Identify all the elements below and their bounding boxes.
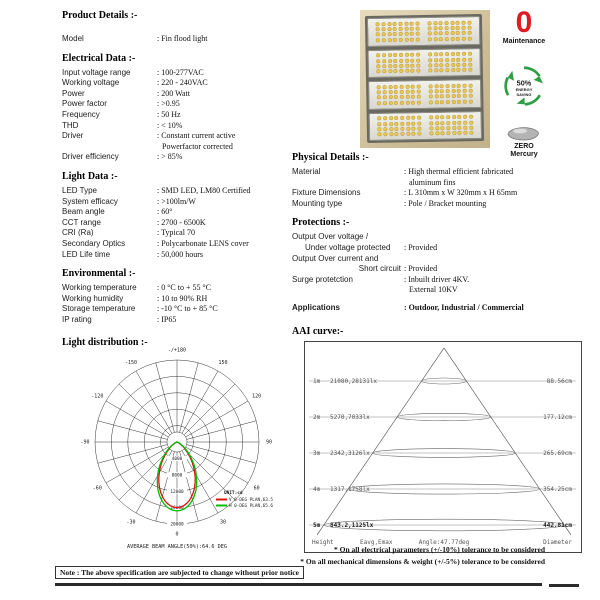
svg-text:1m: 1m bbox=[313, 377, 321, 385]
spec-value: : 2700 - 6500K bbox=[157, 217, 206, 227]
spec-value: Powerfactor corrected bbox=[162, 141, 233, 151]
svg-text:2m: 2m bbox=[313, 413, 321, 421]
svg-text:177.12cm: 177.12cm bbox=[543, 413, 572, 421]
spec-label: Output Over voltage / bbox=[292, 232, 369, 242]
note-box: Note : The above specification are subjected to change without prior notice bbox=[55, 566, 304, 579]
zero-mercury-line1: ZERO bbox=[514, 143, 534, 150]
spec-label: Material bbox=[292, 167, 321, 176]
spec-value: : 100-277VAC bbox=[157, 67, 204, 77]
svg-text:Eavg,Emax: Eavg,Emax bbox=[360, 538, 393, 546]
spec-row bbox=[62, 304, 294, 315]
spec-label bbox=[292, 285, 404, 296]
spec-row bbox=[292, 264, 588, 275]
led-grid bbox=[376, 21, 420, 42]
spec-value: : Provided bbox=[404, 264, 438, 274]
svg-text:21080,28131lx: 21080,28131lx bbox=[330, 377, 377, 385]
spec-row bbox=[62, 152, 294, 163]
spec-value: : Inbuilt driver 4KV. bbox=[404, 274, 470, 284]
led-grid bbox=[427, 20, 471, 41]
spec-row bbox=[62, 131, 294, 142]
svg-text:-/+180: -/+180 bbox=[167, 348, 187, 355]
svg-text:2342,3126lx: 2342,3126lx bbox=[330, 449, 370, 457]
spec-row bbox=[292, 285, 588, 296]
svg-text:354.25cm: 354.25cm bbox=[543, 485, 572, 493]
spec-value: External 10KV bbox=[409, 285, 458, 295]
spec-label: Fixture Dimensions bbox=[292, 188, 361, 198]
spec-value: : 10 to 90% RH bbox=[157, 293, 208, 303]
spec-value: : 50 Hz bbox=[157, 109, 181, 119]
spec-label: Beam angle bbox=[62, 207, 105, 217]
spec-value: : 0 °C to + 55 °C bbox=[157, 283, 212, 293]
svg-text:88.56cm: 88.56cm bbox=[546, 377, 572, 385]
svg-text:AVERAGE BEAM ANGLE(50%):64.6 D: AVERAGE BEAM ANGLE(50%):64.6 DEG bbox=[127, 544, 227, 551]
spec-value: : Provided bbox=[404, 242, 438, 252]
spec-row bbox=[292, 232, 588, 243]
protections-heading: Protections :- bbox=[292, 217, 350, 229]
spec-label: Surge protetction bbox=[292, 274, 353, 284]
spec-value: : SMD LED, LM80 Certified bbox=[157, 185, 251, 195]
spec-label: Working temperature bbox=[62, 283, 137, 293]
svg-text:H 0-DEG PLAN,65.6: H 0-DEG PLAN,65.6 bbox=[229, 504, 273, 510]
footnote-mechanical: * On all mechanical dimensions & weight (+/-5%) tolerance to be considered bbox=[300, 557, 545, 566]
svg-text:30: 30 bbox=[219, 519, 227, 526]
zero-maintenance-number: 0 bbox=[515, 6, 533, 39]
svg-text:90: 90 bbox=[265, 440, 273, 447]
spec-row bbox=[292, 167, 588, 178]
bottom-rule bbox=[55, 583, 542, 586]
electrical-data-rows bbox=[62, 68, 294, 163]
spec-row bbox=[62, 68, 294, 79]
light-distribution-polar-chart bbox=[64, 348, 290, 552]
svg-text:843.2,1125lx: 843.2,1125lx bbox=[330, 521, 374, 529]
spec-label: CCT range bbox=[62, 217, 101, 227]
svg-text:265.69cm: 265.69cm bbox=[543, 449, 572, 457]
svg-text:442.81cm: 442.81cm bbox=[543, 521, 572, 529]
spec-label: LED Type bbox=[62, 185, 97, 195]
model-label: Model bbox=[62, 34, 84, 43]
led-module bbox=[367, 16, 480, 46]
svg-text:120: 120 bbox=[252, 394, 262, 401]
svg-text:-150: -150 bbox=[124, 360, 138, 367]
spec-value: : 220 - 240VAC bbox=[157, 78, 208, 88]
spec-value: : High thermal efficient fabricated bbox=[404, 167, 514, 176]
product-details-heading: Product Details :- bbox=[62, 10, 138, 21]
model-row bbox=[62, 34, 294, 45]
svg-text:1317,1758lx: 1317,1758lx bbox=[330, 485, 370, 493]
svg-text:V 0-DEG PLAN,63.5: V 0-DEG PLAN,63.5 bbox=[229, 498, 273, 504]
spec-row bbox=[292, 188, 588, 199]
feature-badges bbox=[492, 8, 556, 159]
led-grid bbox=[429, 115, 473, 136]
energy-saving-pct: 50% bbox=[516, 78, 532, 88]
spec-row bbox=[62, 228, 294, 239]
recycle-arrows-icon bbox=[501, 63, 547, 109]
svg-text:4m: 4m bbox=[313, 485, 321, 493]
spec-label: Power bbox=[62, 88, 85, 98]
spec-row bbox=[62, 121, 294, 132]
zero-maintenance-label: Maintenance bbox=[502, 38, 546, 45]
applications-row bbox=[292, 303, 588, 314]
spec-row bbox=[292, 243, 588, 254]
bottom-rule-end bbox=[549, 584, 579, 587]
spec-value: : Polycarbonate LENS cover bbox=[157, 238, 249, 248]
spec-label: Secondary Optics bbox=[62, 238, 126, 248]
light-data-rows bbox=[62, 186, 294, 260]
svg-text:5270,7033lx: 5270,7033lx bbox=[330, 413, 370, 421]
spec-value: : >100lm/W bbox=[157, 196, 196, 206]
led-grid bbox=[377, 84, 421, 105]
spec-label: THD bbox=[62, 120, 79, 130]
svg-text:Height: Height bbox=[312, 538, 334, 546]
applications-value: : Outdoor, Industrial / Commercial bbox=[404, 302, 524, 312]
applications-label: Applications bbox=[292, 302, 341, 312]
spec-label: CRI (Ra) bbox=[62, 228, 94, 238]
led-grid bbox=[376, 53, 420, 74]
protections-rows bbox=[292, 232, 588, 296]
spec-label: IP rating bbox=[62, 314, 92, 324]
svg-text:0: 0 bbox=[175, 532, 179, 539]
spec-row bbox=[62, 218, 294, 229]
led-module bbox=[369, 111, 482, 141]
spec-row bbox=[62, 283, 294, 294]
spec-value: : -10 °C to + 85 °C bbox=[157, 304, 218, 314]
led-modules-stack bbox=[365, 14, 484, 143]
led-grid bbox=[377, 116, 421, 137]
spec-value: aluminum fins bbox=[409, 177, 456, 187]
spec-label: Driver bbox=[62, 131, 84, 141]
spec-row bbox=[62, 110, 294, 121]
svg-text:8000: 8000 bbox=[171, 473, 183, 479]
spec-value: : < 10% bbox=[157, 120, 183, 130]
svg-text:5m: 5m bbox=[313, 521, 321, 529]
spec-label: LED Life time bbox=[62, 249, 111, 259]
physical-details-heading: Physical Details :- bbox=[292, 152, 369, 163]
spec-row bbox=[62, 142, 294, 153]
light-data-heading: Light Data :- bbox=[62, 170, 118, 182]
light-distribution-heading: Light distribution :- bbox=[62, 337, 148, 349]
spec-label: Short circuit bbox=[358, 264, 401, 274]
spec-value: : 60° bbox=[157, 207, 173, 217]
zero-mercury-line2: Mercury bbox=[510, 151, 538, 158]
spec-value: : >0.95 bbox=[157, 99, 180, 109]
spec-row bbox=[292, 178, 588, 189]
right-column bbox=[292, 152, 588, 553]
environmental-heading: Environmental :- bbox=[62, 268, 136, 280]
svg-text:-90: -90 bbox=[80, 440, 90, 447]
spec-value: : 50,000 hours bbox=[157, 249, 203, 259]
left-column bbox=[62, 10, 294, 552]
svg-text:20000: 20000 bbox=[170, 523, 184, 529]
spec-value: : L 310mm x W 320mm x H 65mm bbox=[404, 188, 518, 198]
led-module bbox=[367, 48, 480, 78]
spec-row bbox=[292, 199, 588, 210]
spec-row bbox=[62, 294, 294, 305]
spec-row bbox=[62, 250, 294, 261]
product-photo bbox=[360, 10, 490, 148]
spec-label: Power factor bbox=[62, 99, 107, 109]
spec-row bbox=[292, 275, 588, 286]
led-module bbox=[368, 79, 481, 109]
aai-curve-heading: AAI curve:- bbox=[292, 325, 344, 337]
svg-text:3m: 3m bbox=[313, 449, 321, 457]
svg-text:60: 60 bbox=[253, 486, 260, 493]
electrical-data-heading: Electrical Data :- bbox=[62, 52, 136, 64]
spec-label: Under voltage protected bbox=[305, 242, 391, 252]
spec-label: Storage temperature bbox=[62, 304, 136, 314]
svg-text:4000: 4000 bbox=[171, 457, 183, 463]
spec-value: : 200 Watt bbox=[157, 88, 190, 98]
spec-row bbox=[292, 254, 588, 265]
footnote-electrical: * On all electrical parameters (+/-10%) tolerance to be considered bbox=[334, 545, 545, 554]
spec-label: Driver efficiency bbox=[62, 152, 119, 162]
energy-saving-line1: ENERGY bbox=[515, 87, 533, 93]
spec-label: System efficacy bbox=[62, 196, 118, 206]
environmental-rows bbox=[62, 283, 294, 325]
spec-label: Input voltage range bbox=[62, 67, 131, 77]
spec-value: : > 85% bbox=[157, 152, 183, 162]
spec-label bbox=[62, 142, 157, 153]
spec-row bbox=[62, 207, 294, 218]
physical-details-rows bbox=[292, 167, 588, 209]
spec-row bbox=[62, 99, 294, 110]
svg-text:-60: -60 bbox=[92, 486, 102, 493]
energy-saving-line2: SAVING bbox=[516, 91, 532, 97]
model-value: : Fin flood light bbox=[157, 34, 208, 43]
spec-value: : Typical 70 bbox=[157, 228, 195, 238]
led-grid bbox=[428, 83, 472, 104]
svg-text:Diameter: Diameter bbox=[543, 538, 572, 546]
aai-cone-chart bbox=[304, 341, 582, 553]
svg-text:-120: -120 bbox=[91, 394, 104, 401]
zero-maintenance-badge bbox=[503, 8, 545, 45]
energy-saving-badge bbox=[501, 63, 547, 109]
led-grid bbox=[428, 52, 472, 73]
spec-label: Working humidity bbox=[62, 293, 124, 303]
spec-value: : Constant current active bbox=[157, 131, 236, 141]
spec-row bbox=[62, 89, 294, 100]
spec-label: Mounting type bbox=[292, 198, 343, 208]
svg-text:Angle:47.77deg: Angle:47.77deg bbox=[418, 538, 470, 546]
spec-value: : Pole / Bracket mounting bbox=[404, 198, 487, 208]
spec-row bbox=[62, 186, 294, 197]
svg-text:-30: -30 bbox=[126, 519, 136, 526]
spec-row bbox=[62, 239, 294, 250]
spec-row bbox=[62, 315, 294, 326]
spec-value: : IP65 bbox=[157, 314, 177, 324]
spec-row bbox=[62, 78, 294, 89]
svg-text:UNIT:cd: UNIT:cd bbox=[224, 491, 243, 497]
svg-text:16000: 16000 bbox=[170, 506, 184, 512]
svg-text:12000: 12000 bbox=[170, 490, 184, 496]
svg-text:150: 150 bbox=[218, 360, 228, 367]
spec-label bbox=[292, 178, 404, 189]
mercury-drop-icon bbox=[504, 123, 544, 143]
spec-row bbox=[62, 197, 294, 208]
spec-label: Frequency bbox=[62, 109, 100, 119]
spec-label: Output Over current and bbox=[292, 253, 379, 263]
spec-label: Working voltage bbox=[62, 78, 120, 88]
